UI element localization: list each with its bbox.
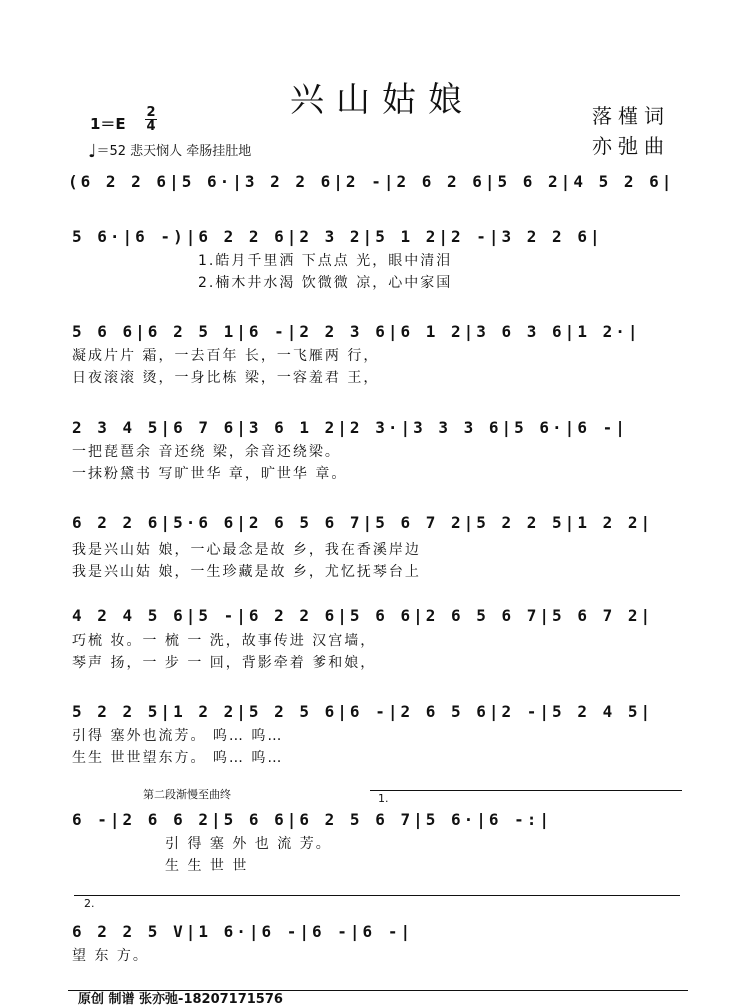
score-line-2-lyric-2: 2.楠木井水渴 饮微微 凉，心中家国 xyxy=(198,275,453,291)
key-signature: 1＝E xyxy=(90,115,126,133)
volta-2-bracket xyxy=(74,895,680,896)
volta-1-label: 1. xyxy=(378,792,389,805)
score-line-3-notes: 5 6 6|6 2 5 1|6 -|2 2 3 6|6 1 2|3 6 3 6|1 2·| xyxy=(72,322,641,341)
score-line-4-lyric-2: 一抹粉黛书 写旷世华 章，旷世华 章。 xyxy=(72,466,348,482)
volta-2-label: 2. xyxy=(84,897,95,910)
score-line-9-lyric: 望 东 方。 xyxy=(72,948,149,964)
tempo-text: ＝52 悲天悯人 牵肠挂肚地 xyxy=(96,144,252,159)
score-line-7-notes: 5 2 2 5|1 2 2|5 2 5 6|6 -|2 6 5 6|2 -|5 2 4 5| xyxy=(72,702,654,721)
score-line-7-lyric-2: 生生 世世望东方。 呜… 呜… xyxy=(72,750,284,766)
score-line-5-lyric-2: 我是兴山姑 娘，一生珍藏是故 乡，尤忆抚琴台上 xyxy=(72,564,421,580)
score-line-1-notes: (6 2 2 6|5 6·|3 2 2 6|2 -|2 6 2 6|5 6 2|4 5 2 6| xyxy=(68,172,675,191)
score-line-2-notes: 5 6·|6 -)|6 2 2 6|2 3 2|5 1 2|2 -|3 2 2 6| xyxy=(72,227,603,246)
footer-credit: 原创 制谱 张亦弛-18207171576 xyxy=(78,992,283,1007)
score-line-6-notes: 4 2 4 5 6|5 -|6 2 2 6|5 6 6|2 6 5 6 7|5 6 7 2| xyxy=(72,606,654,625)
score-line-8-lyric-1: 引 得 塞 外 也 流 芳。 xyxy=(165,836,332,852)
score-line-6-lyric-1: 巧梳 妆。一 梳 一 洗，故事传进 汉宫墙， xyxy=(72,633,377,649)
score-line-4-notes: 2 3 4 5|6 7 6|3 6 1 2|2 3·|3 3 3 6|5 6·|6 -| xyxy=(72,418,628,437)
score-line-5-lyric-1: 我是兴山姑 娘，一心最念是故 乡，我在香溪岸边 xyxy=(72,542,421,558)
score-line-7-lyric-1: 引得 塞外也流芳。 呜… 呜… xyxy=(72,728,284,744)
score-line-4-lyric-1: 一把琵琶余 音还绕 梁，余音还绕梁。 xyxy=(72,444,341,460)
volta-1-bracket xyxy=(370,790,682,791)
score-line-5-notes: 6 2 2 6|5·6 6|2 6 5 6 7|5 6 7 2|5 2 2 5|1 2 2| xyxy=(72,513,654,532)
song-title: 兴山姑娘 xyxy=(290,80,474,120)
tempo-change-mark: 第二段渐慢至曲终 xyxy=(143,788,231,801)
score-line-3-lyric-1: 凝成片片 霜，一去百年 长，一飞雁两 行， xyxy=(72,348,380,364)
score-line-9-notes: 6 2 2 5 V|1 6·|6 -|6 -|6 -| xyxy=(72,922,414,941)
composer-credit: 亦弛曲 xyxy=(592,134,670,158)
score-line-8-notes: 6 -|2 6 6 2|5 6 6|6 2 5 6 7|5 6·|6 -:| xyxy=(72,810,553,829)
tempo-marking xyxy=(88,140,251,162)
time-sig-bottom: 4 xyxy=(146,119,156,134)
score-line-6-lyric-2: 琴声 扬，一 步 一 回，背影牵着 爹和娘， xyxy=(72,655,377,671)
lyricist-credit: 落槿词 xyxy=(592,104,670,128)
time-sig-top: 2 xyxy=(146,105,156,120)
score-line-3-lyric-2: 日夜滚滚 烫，一身比栋 梁，一容羞君 王， xyxy=(72,370,380,386)
time-signature xyxy=(145,106,157,133)
quarter-note-icon: ♩ xyxy=(88,141,97,162)
score-line-8-lyric-2: 生 生 世 世 xyxy=(165,858,249,874)
score-line-2-lyric-1: 1.皓月千里洒 下点点 光，眼中清泪 xyxy=(198,253,453,269)
